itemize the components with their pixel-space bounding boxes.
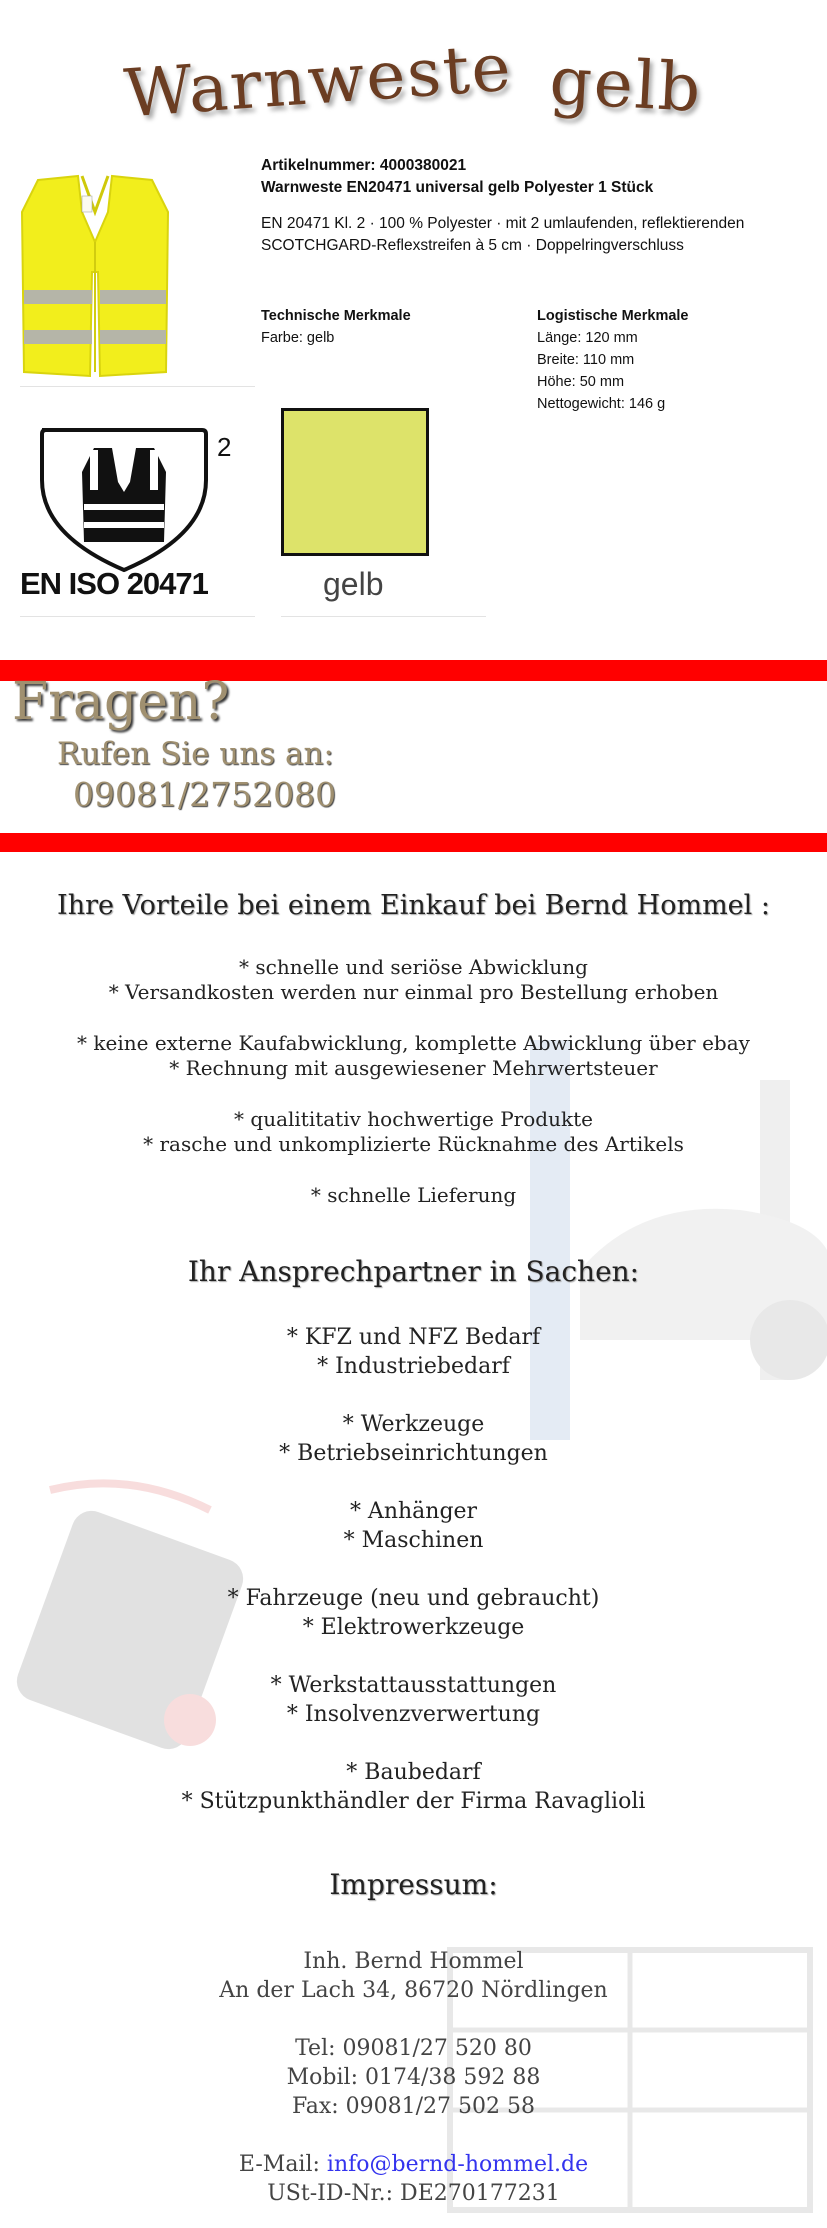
- promo-phone: 09081/2752080: [73, 775, 337, 814]
- product-desc-line: SCOTCHGARD-Reflexstreifen à 5 cm · Doppelringverschluss: [261, 237, 684, 254]
- partner-heading: Ihr Ansprechpartner in Sachen:: [187, 1255, 640, 1288]
- divider: [281, 616, 486, 617]
- list-item: * qualititativ hochwertige Produkte: [234, 1107, 593, 1131]
- list-item: * Anhänger: [349, 1499, 478, 1524]
- tech-color: Farbe: gelb: [261, 330, 335, 346]
- email-line: [0, 2150, 827, 2179]
- email-label: E-Mail:: [238, 2152, 327, 2177]
- advantages-group: [0, 1107, 827, 1157]
- impressum-phones: [0, 2034, 827, 2121]
- title-word-2: gelb: [547, 42, 705, 127]
- owner-name: Inh. Bernd Hommel: [303, 1949, 524, 1974]
- logistic-width: Breite: 110 mm: [537, 352, 635, 368]
- product-desc-line: EN 20471 Kl. 2 · 100 % Polyester · mit 2 umlaufenden, reflektierenden: [261, 215, 745, 232]
- safety-vest-image: [20, 172, 170, 382]
- list-item: * Stützpunkthändler der Firma Ravaglioli: [181, 1789, 646, 1814]
- logistic-height: Höhe: 50 mm: [537, 374, 625, 390]
- mobile: Mobil: 0174/38 592 88: [286, 2065, 541, 2090]
- logistic-weight: Nettogewicht: 146 g: [537, 396, 666, 412]
- question-heading: Fragen?: [12, 672, 230, 732]
- iso-class-number: 2: [217, 432, 232, 462]
- logistic-features: [537, 305, 689, 415]
- impressum-address: [0, 1947, 827, 2005]
- fax: Fax: 09081/27 502 58: [291, 2094, 536, 2119]
- divider: [20, 616, 255, 617]
- partner-group: [0, 1671, 827, 1729]
- title-word-1: Warnweste: [122, 28, 516, 133]
- impressum-heading: Impressum:: [329, 1868, 498, 1901]
- list-item: * rasche und unkomplizierte Rücknahme des Artikels: [143, 1132, 684, 1156]
- impressum-contact: [0, 2150, 827, 2208]
- partner-group: [0, 1497, 827, 1555]
- list-item: * Insolvenzverwertung: [286, 1702, 541, 1727]
- list-item: * KFZ und NFZ Bedarf: [286, 1325, 541, 1350]
- list-item: * Betriebseinrichtungen: [279, 1441, 548, 1466]
- advantages-group: [0, 1031, 827, 1081]
- swatch-label: gelb: [323, 566, 384, 602]
- page-title: [0, 28, 827, 133]
- partner-group: [0, 1584, 827, 1642]
- advantages-group: [0, 955, 827, 1005]
- red-divider-bar: [0, 833, 827, 852]
- list-item: * Industriebedarf: [317, 1354, 510, 1379]
- advantages-heading: Ihre Vorteile bei einem Einkauf bei Bernd Hommel :: [57, 890, 770, 921]
- list-item: * Versandkosten werden nur einmal pro Bestellung erhoben: [108, 980, 719, 1004]
- vat-id: USt-ID-Nr.: DE270177231: [267, 2181, 560, 2206]
- phone: Tel: 09081/27 520 80: [295, 2036, 532, 2061]
- article-number: Artikelnummer: 4000380021: [261, 157, 467, 174]
- partner-group: [0, 1323, 827, 1381]
- list-item: * Elektrowerkzeuge: [302, 1615, 525, 1640]
- address: An der Lach 34, 86720 Nördlingen: [219, 1978, 608, 2003]
- partner-group: [0, 1410, 827, 1468]
- list-item: * schnelle und seriöse Abwicklung: [239, 955, 588, 979]
- list-item: * Baubedarf: [346, 1760, 481, 1785]
- color-swatch: [281, 408, 429, 556]
- list-item: * Werkzeuge: [342, 1412, 485, 1437]
- technical-features: [261, 305, 411, 349]
- list-item: * Fahrzeuge (neu und gebraucht): [227, 1586, 600, 1611]
- logistic-heading: Logistische Merkmale: [537, 308, 689, 324]
- call-us-text: Rufen Sie uns an:: [57, 736, 334, 772]
- advantages-group: [0, 1183, 827, 1208]
- logistic-length: Länge: 120 mm: [537, 330, 638, 346]
- list-item: * keine externe Kaufabwicklung, komplette Abwicklung über ebay: [77, 1031, 750, 1055]
- list-item: * Maschinen: [343, 1528, 484, 1553]
- iso-label: EN ISO 20471: [20, 566, 208, 601]
- product-name: Warnweste EN20471 universal gelb Polyester 1 Stück: [261, 179, 654, 196]
- list-item: * Werkstattausstattungen: [270, 1673, 557, 1698]
- car-lift-background-image: [520, 1020, 827, 1450]
- product-spec: [261, 155, 821, 257]
- email-link[interactable]: info@bernd-hommel.de: [326, 2152, 589, 2177]
- tech-heading: Technische Merkmale: [261, 308, 411, 324]
- list-item: * schnelle Lieferung: [310, 1183, 517, 1207]
- list-item: * Rechnung mit ausgewiesener Mehrwertsteuer: [169, 1056, 658, 1080]
- partner-group: [0, 1758, 827, 1816]
- divider: [20, 386, 255, 387]
